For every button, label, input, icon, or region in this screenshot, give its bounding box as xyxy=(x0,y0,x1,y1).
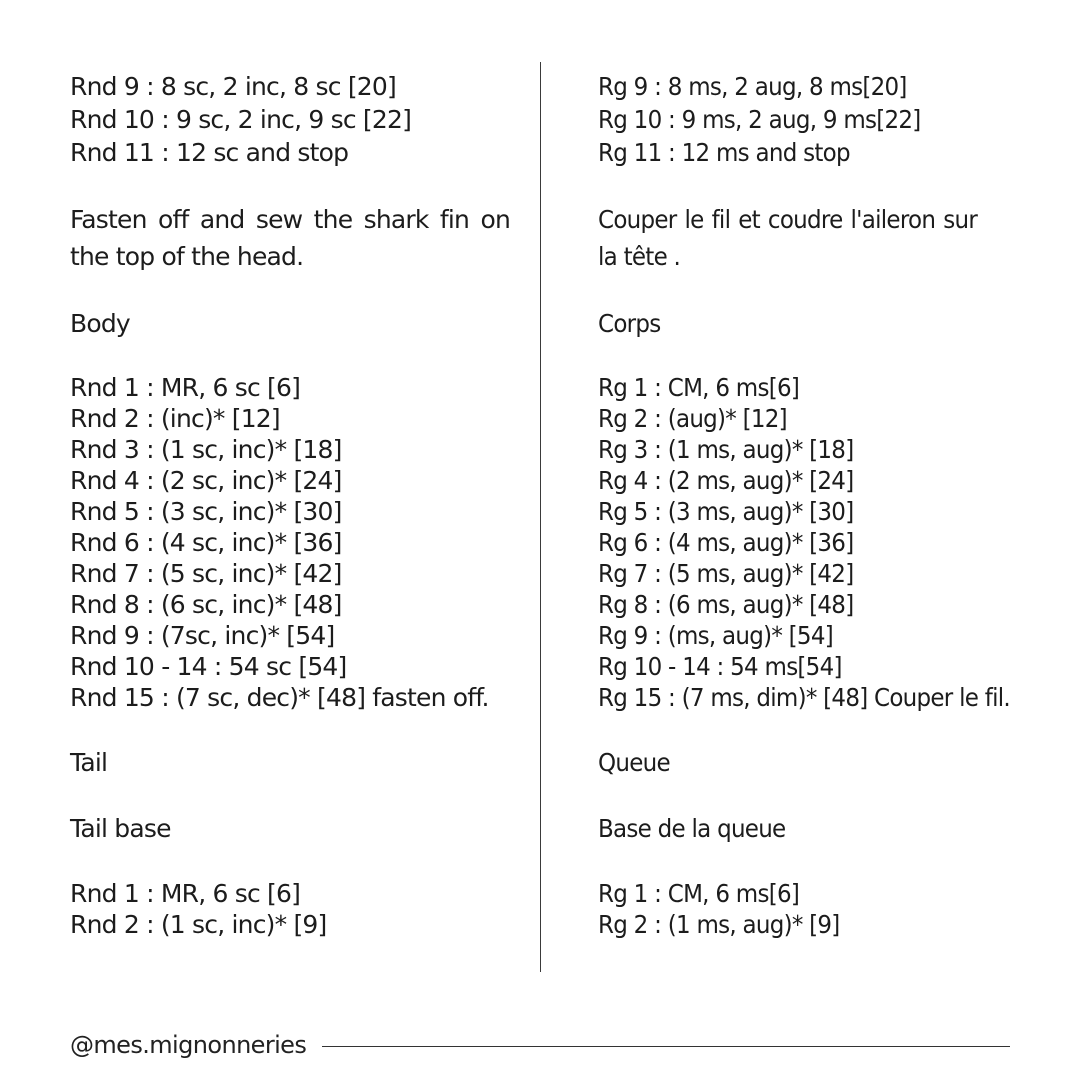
pattern-row: Rnd 15 : (7 sc, dec)* [48] fasten off. xyxy=(70,683,489,712)
french-instruction: Couper le fil et coudre l'aileron sur la tête . xyxy=(598,205,978,271)
footer-rule xyxy=(322,1046,1010,1047)
pattern-row: Rg 7 : (5 ms, aug)* [42] xyxy=(598,559,854,588)
french-column xyxy=(598,70,1010,940)
pattern-row: Rg 1 : CM, 6 ms[6] xyxy=(598,879,800,908)
english-tail-heading: Tail xyxy=(70,748,108,777)
pattern-row: Rg 10 : 9 ms, 2 aug, 9 ms[22] xyxy=(598,105,921,134)
pattern-row: Rnd 1 : MR, 6 sc [6] xyxy=(70,373,301,402)
pattern-row: Rnd 7 : (5 sc, inc)* [42] xyxy=(70,559,342,588)
pattern-row: Rg 9 : (ms, aug)* [54] xyxy=(598,621,833,650)
pattern-row: Rnd 5 : (3 sc, inc)* [30] xyxy=(70,497,342,526)
pattern-row: Rg 2 : (aug)* [12] xyxy=(598,404,787,433)
pattern-row: Rg 5 : (3 ms, aug)* [30] xyxy=(598,497,854,526)
english-column xyxy=(70,70,510,940)
pattern-row: Rnd 10 - 14 : 54 sc [54] xyxy=(70,652,347,681)
english-tail-base-heading: Tail base xyxy=(70,814,171,843)
pattern-row: Rnd 10 : 9 sc, 2 inc, 9 sc [22] xyxy=(70,105,412,134)
column-divider xyxy=(540,62,541,972)
pattern-row: Rg 2 : (1 ms, aug)* [9] xyxy=(598,910,840,939)
pattern-row: Rnd 8 : (6 sc, inc)* [48] xyxy=(70,590,342,619)
pattern-row: Rg 6 : (4 ms, aug)* [36] xyxy=(598,528,854,557)
english-body-heading: Body xyxy=(70,309,130,338)
french-body-rows xyxy=(598,372,1010,713)
pattern-row: Rg 10 - 14 : 54 ms[54] xyxy=(598,652,842,681)
french-tail-heading: Queue xyxy=(598,748,670,777)
pattern-row: Rnd 6 : (4 sc, inc)* [36] xyxy=(70,528,342,557)
pattern-row: Rg 1 : CM, 6 ms[6] xyxy=(598,373,800,402)
pattern-row: Rnd 11 : 12 sc and stop xyxy=(70,138,349,167)
pattern-row: Rnd 3 : (1 sc, inc)* [18] xyxy=(70,435,342,464)
pattern-row: Rg 4 : (2 ms, aug)* [24] xyxy=(598,466,854,495)
pattern-row: Rg 9 : 8 ms, 2 aug, 8 ms[20] xyxy=(598,72,907,101)
english-tail-rows xyxy=(70,878,510,940)
french-body-heading: Corps xyxy=(598,309,661,338)
pattern-row: Rnd 2 : (1 sc, inc)* [9] xyxy=(70,910,327,939)
english-instruction: Fasten off and sew the shark fin on the top of the head. xyxy=(70,205,510,271)
pattern-row: Rnd 2 : (inc)* [12] xyxy=(70,404,280,433)
english-intro-rows xyxy=(70,70,510,169)
english-body-rows xyxy=(70,372,510,713)
pattern-row: Rg 15 : (7 ms, dim)* [48] Couper le fil. xyxy=(598,683,1010,712)
pattern-row: Rnd 4 : (2 sc, inc)* [24] xyxy=(70,466,342,495)
pattern-row: Rnd 9 : (7sc, inc)* [54] xyxy=(70,621,335,650)
pattern-row: Rnd 1 : MR, 6 sc [6] xyxy=(70,879,301,908)
french-tail-base-heading: Base de la queue xyxy=(598,814,786,843)
pattern-row: Rnd 9 : 8 sc, 2 inc, 8 sc [20] xyxy=(70,72,396,101)
pattern-row: Rg 11 : 12 ms and stop xyxy=(598,138,850,167)
french-intro-rows xyxy=(598,70,977,169)
french-tail-rows xyxy=(598,878,977,940)
pattern-row: Rg 8 : (6 ms, aug)* [48] xyxy=(598,590,854,619)
footer xyxy=(70,1028,1010,1062)
pattern-row: Rg 3 : (1 ms, aug)* [18] xyxy=(598,435,854,464)
account-handle: @mes.mignonneries xyxy=(70,1031,307,1059)
